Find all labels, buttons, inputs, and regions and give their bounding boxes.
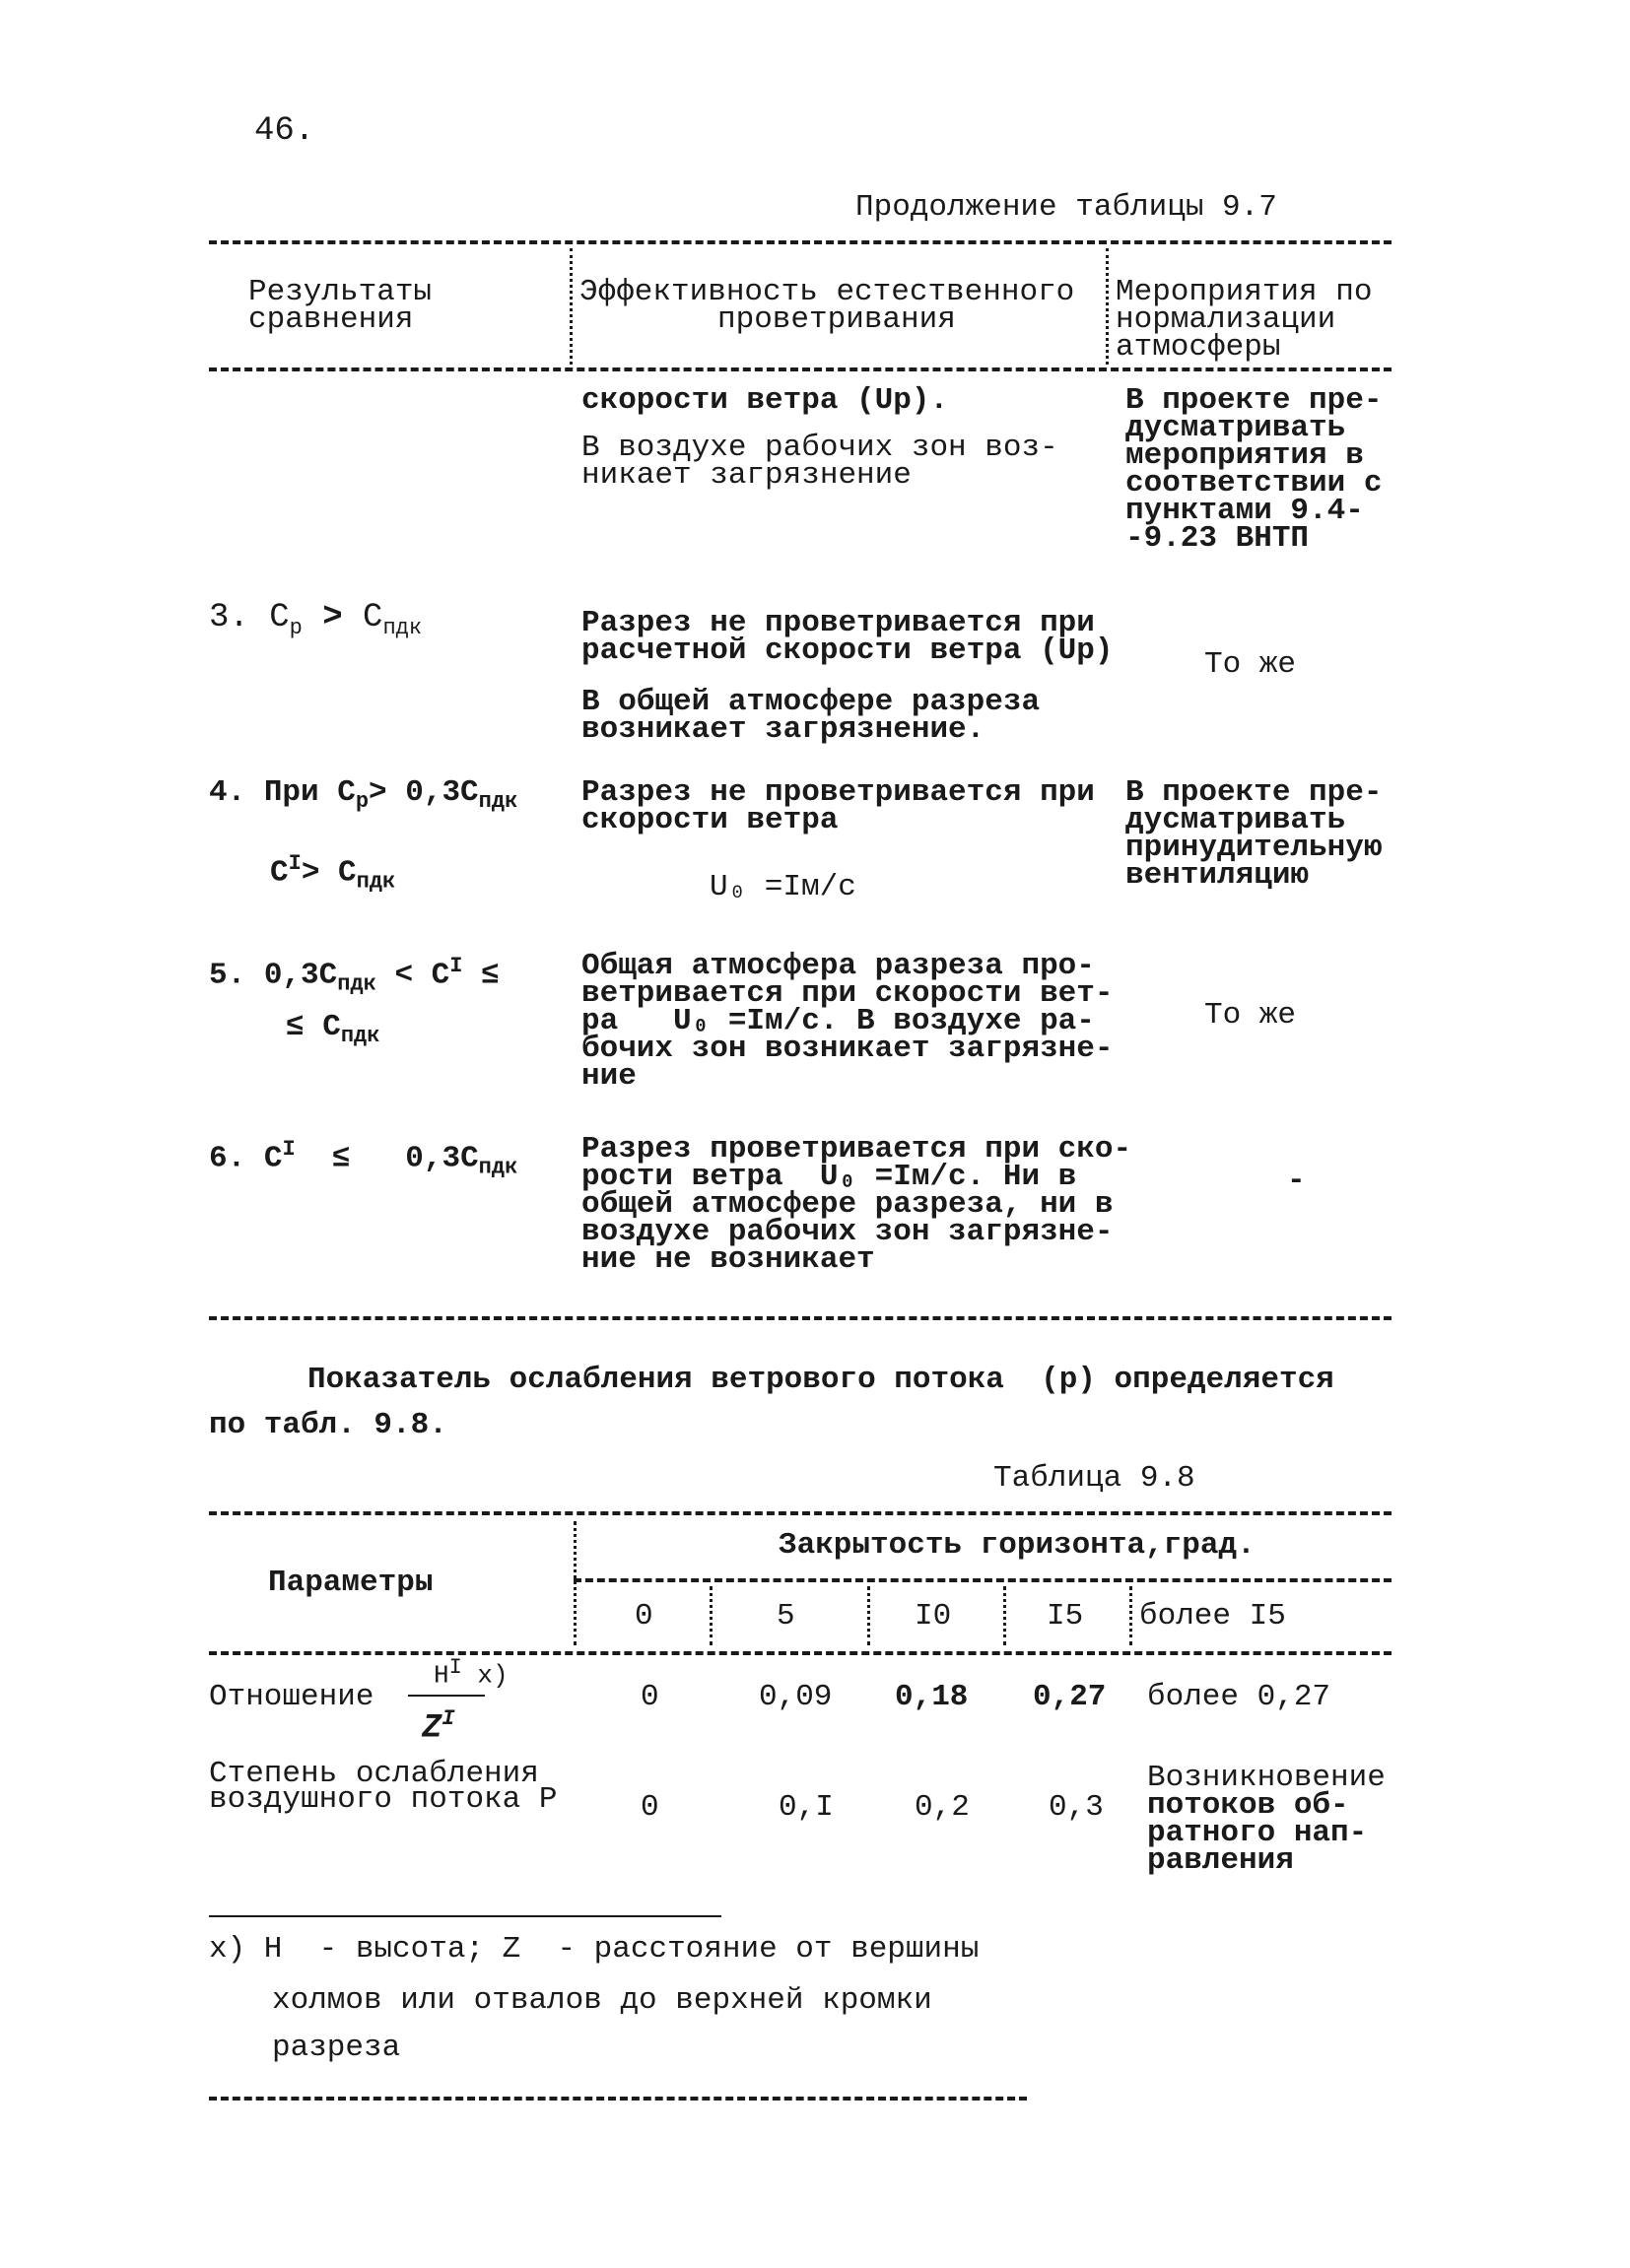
- row3-effect-line2: расчетной скорости ветра (Uр): [581, 634, 1114, 668]
- table98-row2-last-line2: потоков об-: [1147, 1788, 1349, 1823]
- row4-measure-line3: принудительную: [1125, 831, 1383, 865]
- table98-col-3: I5: [1047, 1599, 1084, 1634]
- row3-condition: [209, 599, 423, 643]
- table97-header-col3-line2: нормализации: [1116, 302, 1336, 337]
- table97-header-col2-line2: проветривания: [717, 302, 956, 337]
- table-continuation-title: Продолжение таблицы 9.7: [855, 190, 1277, 225]
- table98-col-divider-4: [1129, 1586, 1132, 1645]
- table98-col-divider-1: [710, 1586, 713, 1645]
- table98-row2-last-line1: Возникновение: [1147, 1761, 1386, 1795]
- table98-row1-frac-denominator: [422, 1704, 455, 1748]
- table98-col-divider-3: [1003, 1586, 1006, 1645]
- row5-effect-line3: ра U₀ =Iм/с. В воздухе ра-: [581, 1004, 1095, 1038]
- page-bottom-rule: [209, 2097, 1027, 2101]
- frac-den: Z: [422, 1709, 442, 1748]
- row6-cond-mid: ≤ 0,3C: [295, 1141, 479, 1176]
- table98-row2-val-3: 0,3: [1049, 1790, 1104, 1825]
- table98-title: Таблица 9.8: [993, 1461, 1195, 1496]
- row5-cond1-pre: 0,3C: [263, 958, 338, 993]
- row6-condition: [209, 1135, 517, 1183]
- table98-subheader-rule: [574, 1578, 1392, 1582]
- footnote-rule: [209, 1915, 721, 1917]
- row5-cond2-pre: ≤ C: [286, 1010, 341, 1044]
- row4-cond2-mid: > C: [301, 855, 357, 891]
- frac-den-sup: I: [441, 1706, 455, 1731]
- row5-effect-line1: Общая атмосфера разреза про-: [581, 949, 1095, 983]
- table98-row1-val-0: 0: [641, 1680, 659, 1714]
- row-cont-effect-line3: никает загрязнение: [581, 458, 912, 493]
- row4-effect-line2: скорости ветра: [581, 803, 839, 837]
- row5-effect-line2: ветривается при скорости вет-: [581, 976, 1114, 1011]
- table98-row2-last-line3: ратного нап-: [1147, 1816, 1368, 1850]
- row3-cond-b-sub: пдк: [382, 615, 423, 640]
- table98-col-2: I0: [915, 1599, 952, 1634]
- row6-cond-sup: I: [282, 1137, 296, 1162]
- row5-cond2-sub: пдк: [340, 1024, 380, 1049]
- table98-group-header: Закрытость горизонта,град.: [779, 1528, 1256, 1563]
- paragraph-line1: Показатель ослабления ветрового потока (p) определяется: [307, 1363, 1334, 1397]
- row-cont-effect-line2: В воздухе рабочих зон воз-: [581, 431, 1058, 465]
- paragraph-line2: по табл. 9.8.: [209, 1408, 447, 1442]
- row6-cond-pre: C: [263, 1141, 283, 1176]
- row4-effect-line3: U₀ =Iм/с: [710, 870, 856, 904]
- row4-cond1-mid: > 0,3C: [369, 775, 479, 810]
- row3-cond-a: C: [269, 599, 290, 636]
- frac-num: H: [434, 1660, 449, 1691]
- row4-cond2-sub: пдк: [356, 869, 396, 895]
- table97-bottom-rule: [209, 1316, 1392, 1320]
- table97-header-col1-line2: сравнения: [248, 302, 414, 337]
- page-number: 46.: [254, 112, 315, 150]
- row5-condition-line2: [286, 1010, 380, 1051]
- table98-row2-label-line1: Степень ослабления: [209, 1757, 539, 1791]
- table98-row1-label: Отношение: [209, 1680, 374, 1714]
- table98-col-divider-0: [574, 1521, 577, 1645]
- table97-header-col3-line3: атмосферы: [1116, 330, 1281, 365]
- frac-num-sup: I: [448, 1655, 462, 1680]
- footnote-line1: x) H - высота; Z - расстояние от вершины: [209, 1932, 980, 1967]
- table98-row1-val-4: более 0,27: [1147, 1680, 1331, 1714]
- row5-effect-line4: бочих зон возникает загрязне-: [581, 1032, 1114, 1066]
- row4-cond1-sub2: пдк: [478, 789, 518, 815]
- row3-cond-a-sub: р: [289, 615, 303, 640]
- table98-row2-label-line2: воздушного потока P: [209, 1782, 558, 1817]
- row3-cond-op: >: [302, 599, 364, 636]
- row3-effect-line3: В общей атмосфере разреза: [581, 685, 1041, 719]
- row6-effect-line1: Разрез проветривается при ско-: [581, 1132, 1132, 1167]
- table98-row1-val-3: 0,27: [1033, 1680, 1107, 1714]
- table98-param-header: Параметры: [268, 1566, 434, 1600]
- row5-cond1-sup: I: [449, 954, 463, 978]
- row5-effect-line5: ние: [581, 1059, 637, 1094]
- table98-col-0: 0: [635, 1599, 653, 1634]
- row3-effect-line1: Разрез не проветривается при: [581, 606, 1095, 640]
- row6-number: 6.: [209, 1141, 246, 1176]
- row5-cond1-sub: пдк: [337, 971, 376, 997]
- row-cont-measure-line3: мероприятия в: [1125, 438, 1364, 473]
- table98-row2-val-1: 0,I: [779, 1790, 834, 1825]
- frac-mark: x): [461, 1660, 509, 1691]
- table98-top-rule: [209, 1511, 1392, 1515]
- row-cont-measure-line1: В проекте пре-: [1125, 383, 1383, 418]
- table98-row1-frac-numerator: [434, 1653, 509, 1691]
- table97-col-divider-1: [570, 248, 573, 365]
- table97-header-rule: [209, 367, 1392, 371]
- row6-effect-line5: ние не возникает: [581, 1242, 875, 1277]
- row-cont-measure-line4: соответствии с: [1125, 466, 1383, 500]
- table98-col-divider-2: [867, 1586, 870, 1645]
- table98-row2-val-2: 0,2: [915, 1790, 970, 1825]
- row6-effect-line4: воздухе рабочих зон загрязне-: [581, 1215, 1114, 1249]
- table98-row2-val-0: 0: [641, 1790, 659, 1825]
- table97-header-col1-line1: Результаты: [248, 275, 433, 309]
- footnote-line3: разреза: [272, 2031, 401, 2065]
- table98-row1-val-1: 0,09: [759, 1680, 833, 1714]
- row-cont-effect-line1: скорости ветра (Uр).: [581, 383, 949, 418]
- row4-measure-line4: вентиляцию: [1125, 858, 1310, 893]
- row5-cond1-mid: < C: [375, 958, 450, 993]
- row4-number: 4.: [209, 775, 246, 810]
- table98-col-1: 5: [777, 1599, 795, 1634]
- row5-number: 5.: [209, 958, 246, 993]
- table98-row1-frac-bar: [408, 1695, 485, 1697]
- row3-cond-b: C: [363, 599, 383, 636]
- row4-condition-line2: [270, 849, 395, 898]
- row4-cond1-sub1: р: [355, 789, 370, 815]
- row4-condition-line1: [209, 775, 518, 817]
- row6-cond-sub: пдк: [478, 1155, 518, 1180]
- row4-cond1-pre: При C: [263, 775, 356, 810]
- table97-header-col2-line1: Эффективность естественного: [579, 275, 1075, 309]
- row5-condition-line1: [209, 952, 500, 1000]
- table98-row2-last-line4: равления: [1147, 1843, 1294, 1878]
- row6-effect-line2: рости ветра U₀ =Iм/с. Ни в: [581, 1160, 1077, 1194]
- row5-measure: То же: [1204, 998, 1297, 1033]
- row4-measure-line2: дусматривать: [1125, 803, 1346, 837]
- table98-header-rule: [209, 1651, 1392, 1655]
- table97-header-col3-line1: Мероприятия по: [1116, 275, 1373, 309]
- row4-measure-line1: В проекте пре-: [1125, 775, 1383, 810]
- footnote-line2: холмов или отвалов до верхней кромки: [272, 1983, 932, 2018]
- row3-measure: То же: [1204, 647, 1297, 682]
- table97-col-divider-2: [1106, 248, 1109, 365]
- row4-cond2-pre: C: [270, 855, 289, 891]
- row6-effect-line3: общей атмосфере разреза, ни в: [581, 1187, 1114, 1222]
- row4-cond2-sup: I: [288, 851, 302, 876]
- table97-top-rule: [209, 240, 1392, 244]
- row3-effect-line4: возникает загрязнение.: [581, 712, 985, 747]
- row6-measure: -: [1287, 1164, 1306, 1198]
- row3-number: 3.: [209, 599, 249, 636]
- row5-cond1-end: ≤: [462, 958, 500, 993]
- row-cont-measure-line6: -9.23 ВНТП: [1125, 521, 1310, 556]
- table98-row1-val-2: 0,18: [895, 1680, 969, 1714]
- table98-col-4: более I5: [1139, 1599, 1286, 1634]
- row-cont-measure-line5: пунктами 9.4-: [1125, 494, 1364, 528]
- row-cont-measure-line2: дусматривать: [1125, 411, 1346, 445]
- row4-effect-line1: Разрез не проветривается при: [581, 775, 1095, 810]
